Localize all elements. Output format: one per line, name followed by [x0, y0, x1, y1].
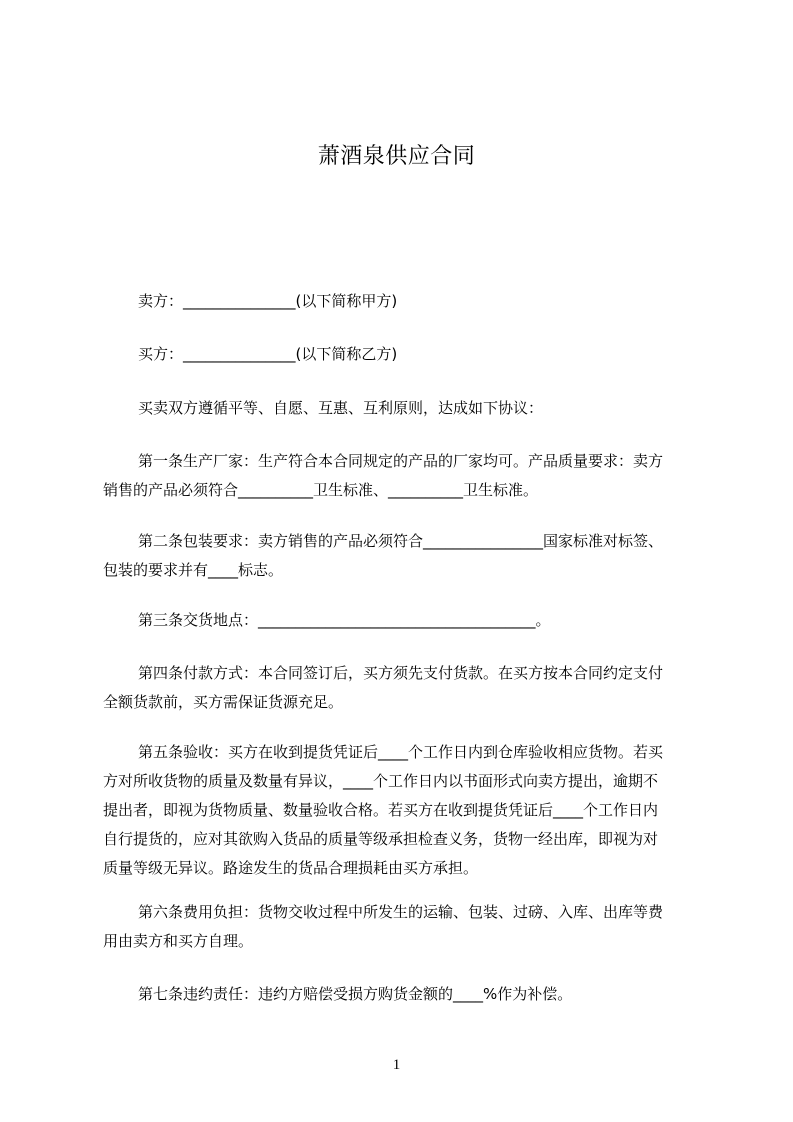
buyer-paragraph [103, 340, 701, 369]
article-4-line-2: 全额货款前，买方需保证货源充足。 [103, 693, 344, 711]
article-7-line: 第七条违约责任：违约方赔偿受损方购货金额的____%作为补偿。 [138, 985, 573, 1003]
article-3-paragraph [103, 606, 701, 635]
article-2-line-1: 第二条包装要求：卖方销售的产品必须符合________________国家标准对标签、 [138, 532, 664, 550]
article-5-line-2: 方对所收货物的质量及数量有异议，____个工作日内以书面形式向卖方提出，逾期不 [103, 772, 659, 790]
article-1-line-2: 销售的产品必须符合__________卫生标准、__________卫生标准。 [103, 481, 539, 499]
document-title: 萧酒泉供应合同 [317, 144, 476, 169]
seller-line: 卖方：_______________(以下简称甲方) [138, 292, 398, 310]
article-2-paragraph [103, 527, 701, 585]
article-3-line: 第三条交货地点：_____________________________________。 [138, 611, 551, 629]
article-1-paragraph [103, 447, 701, 505]
article-5-line-4: 自行提货的，应对其欲购入货品的质量等级承担检查义务，货物一经出库，即视为对 [103, 830, 659, 848]
article-1-line-1: 第一条生产厂家：生产符合本合同规定的产品的厂家均可。产品质量要求：卖方 [138, 452, 664, 470]
article-4-paragraph [103, 659, 701, 717]
article-5-line-1: 第五条验收：买方在收到提货凭证后____个工作日内到仓库验收相应货物。若买 [138, 743, 664, 761]
article-6-line-2: 用由卖方和买方自理。 [103, 932, 254, 950]
article-4-line-1: 第四条付款方式：本合同签订后，买方须先支付货款。在买方按本合同约定支付 [138, 664, 664, 682]
article-5-line-3: 提出者，即视为货物质量、数量验收合格。若买方在收到提货凭证后____个工作日内 [103, 801, 659, 819]
intro-paragraph [103, 394, 701, 423]
article-6-paragraph [103, 898, 701, 956]
intro-line: 买卖双方遵循平等、自愿、互惠、互利原则，达成如下协议： [138, 399, 544, 417]
article-7-paragraph [103, 980, 701, 1009]
article-5-line-5: 质量等级无异议。路途发生的货品合理损耗由买方承担。 [103, 859, 479, 877]
page-number: 1 [392, 1057, 401, 1073]
buyer-line: 买方：_______________(以下简称乙方) [138, 345, 398, 363]
seller-paragraph [103, 287, 701, 316]
article-2-line-2: 包装的要求并有____标志。 [103, 561, 284, 579]
article-5-paragraph [103, 738, 701, 883]
article-6-line-1: 第六条费用负担：货物交收过程中所发生的运输、包装、过磅、入库、出库等费 [138, 903, 664, 921]
